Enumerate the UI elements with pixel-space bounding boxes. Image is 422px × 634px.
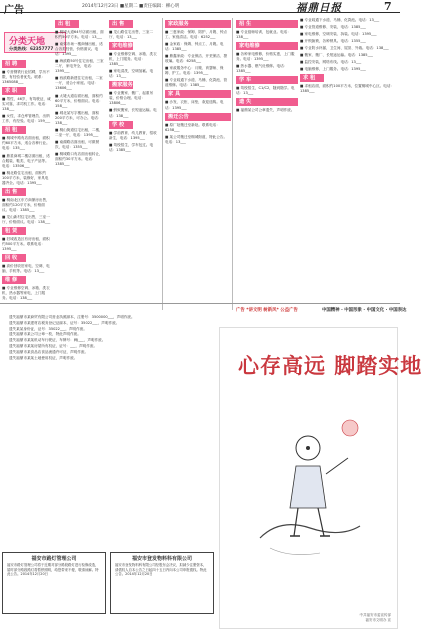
classified-entry: ■ 专业疏通下水道、马桶、化粪池。电话：13___ xyxy=(300,18,380,22)
ad-column-5 xyxy=(236,18,296,310)
category-header: 招 租 xyxy=(2,126,26,134)
section-name: 广告 xyxy=(4,5,24,16)
classified-entry: ■ 桐山街道住宅出租，二楼，二室一厅，电话：1395___ xyxy=(55,127,103,137)
classified-entry: ■ 金家政：保姆、钟点工、月嫂。电话：1385___ xyxy=(165,42,224,52)
classified-entry: ■ 专营钢铁行业招聘，学历不限，有经验者优先。联系：1365088___ xyxy=(2,70,50,85)
category-header: 家政服务 xyxy=(165,20,231,28)
classified-entry: ■ 家电清洗，空调加氟。电话：13___ xyxy=(109,69,154,79)
header-info: 2014年12月23日 ■星期二 ■责任编辑：柳心明 xyxy=(82,4,180,9)
category-header: 出 租 xyxy=(55,20,79,28)
psa-label: 广告 *讲文明 树新风* 公益广告 xyxy=(236,308,298,313)
classified-entry: ■ 福鼎某公司公章遗失，声明作废。 xyxy=(236,108,295,113)
classified-entry: ■ 某公司搬迁至桐城街道，特此公告。电话：13___ xyxy=(165,134,228,144)
classified-entry: ■ 各种家电维修，价格实惠，上门服务。电话：1395___ xyxy=(236,52,295,62)
loss-notice: 遗失福鼎市某商贸有限公司营业执照副本，注册号：3500000___，声明作废。 xyxy=(9,315,135,319)
classified-entry: ■ 原厂址搬迁至新址。联系电话：6258___ xyxy=(165,122,220,132)
page-header xyxy=(0,0,400,16)
classified-hotline: 分类热线：62357777 xyxy=(9,46,54,51)
classified-entry: ■ 旧城改造区有房出租，面积约500平方米。联系电话：1395___ xyxy=(2,237,50,252)
category-header: 出 售 xyxy=(2,188,26,196)
category-header: 家电维修 xyxy=(236,42,298,50)
classified-entry: ■ 桐南北区东方商厦房出售，面积约120平方米，价格面议。电话：1385___ xyxy=(2,197,50,212)
category-header: 搬家服务 xyxy=(109,81,133,89)
classified-entry: ■ 男性，46岁，有驾驶证，诚实可靠，求司机工作。电话：138___ xyxy=(2,97,51,112)
cartoon-illustration xyxy=(250,388,370,588)
classified-entry: ■ 西滨路新建住宅出租，二室一厅，适合小家庭。电话：13606___ xyxy=(55,76,103,91)
classified-entry: ■ 鼎鑫家政：专业保洁、开荒保洁、擦玻璃。电话：6258___ xyxy=(165,54,228,64)
psa-banner xyxy=(236,307,407,317)
classified-entry: ■ 桐北路住宅出租，面积约100平方米，装修好，家具电器齐全。电话：1395___ xyxy=(2,170,49,185)
notice-body: 福安市路灯管理公司将于近期对部分路段路灯进行检修改造，届时部分路段路灯将暂停照明，给您带来不便，敬请谅解。特此公告。2014年12月20日 xyxy=(7,563,99,577)
classified-entry: ■ 专业维修空调、冰箱、洗衣机，上门服务。电话：1385___ xyxy=(109,52,157,67)
ad-column-1 xyxy=(2,58,51,301)
classified-entry: ■ 驾校招生，C1/C2，随到随学。电话：13___ xyxy=(236,86,295,96)
classified-entry: ■ 学前教育、幼儿教育，招收新生，电话：1395___ xyxy=(109,130,157,140)
cartoon-credit xyxy=(360,613,392,622)
classified-title: 分类天地 xyxy=(9,37,46,47)
loss-notice: 遗失福鼎市某建材店税务登记证副本，证号：35022___，声明作废。 xyxy=(9,320,120,325)
ad-column-3 xyxy=(109,18,159,283)
loss-notice: 遗失福鼎市某食品店食品流通许可证，声明作废。 xyxy=(9,349,89,354)
loss-notice: 遗失福鼎市某公司公章一枚，特此声明作废。 xyxy=(9,332,81,337)
classified-entry: ■ 求租店面，面积约100平方米，位置桐城中心区。电话：1385___ xyxy=(300,84,395,94)
classified-entry: ■ 海滨路50号住宅出租，三室二厅，家电齐全，电话：1395___ xyxy=(55,59,104,74)
classified-entry: ■ 鼎星商城二楼店面出租，适合服装、鞋类、电子产品等。电话：13506___ xyxy=(2,153,50,168)
cartoon-ad xyxy=(219,327,422,629)
classified-entry: ■ 监控安装，网络布线。电话：13___ xyxy=(300,60,362,65)
classified-entry: ■ 搬家、搬厂、长短途运输。电话：1385___ xyxy=(300,53,373,58)
credit-line: 中共福安市委宣传部 xyxy=(359,613,391,618)
classified-entry: ■ 南湖路店面出租，可做餐饮，电话：1355___ xyxy=(55,139,100,149)
category-header: 招 聘 xyxy=(2,60,26,68)
category-header: 维 修 xyxy=(2,276,26,284)
classified-entry: ■ 专业搬家、搬厂、起重吊装，价格合理。电话：13806___ xyxy=(109,91,154,106)
section-divider xyxy=(0,303,400,304)
classified-entry: ■ 家电维修，空调安装、拆装。电话：1395___ xyxy=(300,32,377,37)
category-header: 出 售 xyxy=(109,20,133,28)
psa-words: 中国精神 · 中国形象 · 中国文化 · 中国表达 xyxy=(322,308,407,313)
classified-entry: ■ 沙发、衣柜、床垫，欢迎选购。电话：1395___ xyxy=(165,100,224,110)
classified-entry: ■ 龙山路住宅出售，三室二厅，电话：13___ xyxy=(109,30,154,40)
notice-title: 福安市登发物料科有限公司 xyxy=(131,556,192,562)
classified-entry: ■ 热水器、燃气灶维修。电话：1385___ xyxy=(236,64,288,74)
category-header: 租 赁 xyxy=(2,227,26,235)
classified-entry: ■ 专业维修空调、冰箱、洗衣机、热水器等家电，上门服务。电话：138___ xyxy=(2,286,50,301)
classified-entry: ■ 驾校招生，学车包过。电话：1385___ xyxy=(109,142,154,152)
loss-notice: 遗失某某身份证，证号：35022___，声明作废。 xyxy=(9,326,87,331)
ad-column-2 xyxy=(55,18,105,282)
category-header: 学 校 xyxy=(109,121,133,129)
loss-notice: 遗失福鼎市某某土地使用权证，声明作废。 xyxy=(9,355,78,360)
notice-body: 福安市登发物料科有限公司经股东会决议，拟减少注册资本，请债权人自本公告之日起四十五日内向本公司申报债权。特此公告。2014年12月20日 xyxy=(115,563,207,577)
notice-box-2 xyxy=(110,552,214,614)
credit-line: 福安市文明办 宣 xyxy=(365,617,391,622)
category-header: 遗 失 xyxy=(236,98,298,106)
category-header: 家 具 xyxy=(165,90,231,98)
classified-entry: ■ 高价回收旧家电、空调、电脑、手机等。电话：13___ xyxy=(2,264,50,274)
classified-entry: ■ 蚂蚁搬家，长短途运输。电话：138___ xyxy=(109,108,157,118)
page-number: 7 xyxy=(384,0,392,13)
ad-column-4 xyxy=(162,18,233,310)
classified-entry: ■ 太姥大道店面出租，面积约60平方米，价格面议。电话：158___ xyxy=(55,93,103,108)
classified-entry: ■ 开锁换锁，各种锁具。电话：1355___ xyxy=(300,39,366,44)
classified-entry: ■ 专业疏通下水道、马桶、化粪池、管道维修。电话：1385___ xyxy=(165,78,228,88)
loss-notice: 遗失福鼎市某某机动车行驶证，车牌号：闽J___，声明作废。 xyxy=(9,338,106,343)
classified-entry: ■ 桐城中路有店面出租，面积约60平方米，适合各种行业。电话：135___ xyxy=(2,136,50,151)
loss-notice: 遗失福鼎市某某房屋所有权证，证号：___，声明作废。 xyxy=(9,343,98,348)
category-header: 求 租 xyxy=(300,74,324,82)
classified-entry: ■ 三惠家政：保姆、陪护、月嫂、钟点工、家庭清洁。电话：6252___ xyxy=(165,30,228,40)
classified-entry: ■ 桐城大道64号店面出租，面积约50平方米。电话：13___ xyxy=(55,30,104,40)
ad-column-6 xyxy=(300,18,398,310)
classified-entry: ■ 女性，求仓库管理员、出纳工作，有经验。电话：159___ xyxy=(2,114,51,124)
category-header: 学 车 xyxy=(236,76,298,84)
classified-entry: ■ 专业厨师培训，包就业。电话：138___ xyxy=(236,30,291,40)
loss-notices xyxy=(2,315,212,545)
classified-entry: ■ 家政服务中心：月嫂、育婴师、保姆、护工。电话：1395___ xyxy=(165,66,224,76)
notice-box-1 xyxy=(2,552,106,614)
category-header: 搬迁公告 xyxy=(165,113,231,121)
classified-entry: ■ 专业防水补漏，卫生间、屋顶、外墙。电话：138___ xyxy=(300,46,389,51)
category-header: 家电维修 xyxy=(109,42,133,50)
cartoon-title: 心存高远 脚踏实地 xyxy=(238,353,422,378)
classified-entry: ■ 龙山新村住宅出售，三室一厅，价格面议。电话：138___ xyxy=(2,214,51,224)
notice-title: 福安市路灯管理公司 xyxy=(31,556,77,562)
classified-entry: ■ 南郊市场一楼商铺出租，适合各类经营，价格面议。电话：1395___ xyxy=(55,42,103,57)
category-header: 招 生 xyxy=(236,20,298,28)
masthead: 福鼎日报 xyxy=(296,2,342,14)
category-header: 求 职 xyxy=(2,87,26,95)
classified-entry: ■ 桐城路口有店面出租转让，面积约30平方米。电话：1385___ xyxy=(55,151,103,167)
classified-entry: ■ 电脑维修，上门服务。电话：1395___ xyxy=(300,67,366,72)
classified-entry: ■ 专业管道维修、安装，电话：1385___ xyxy=(300,25,366,30)
classified-entry: ■ 城北某写字楼出租，面积200平方米，可办公。电话：138___ xyxy=(55,110,102,125)
category-header: 回 收 xyxy=(2,254,26,262)
